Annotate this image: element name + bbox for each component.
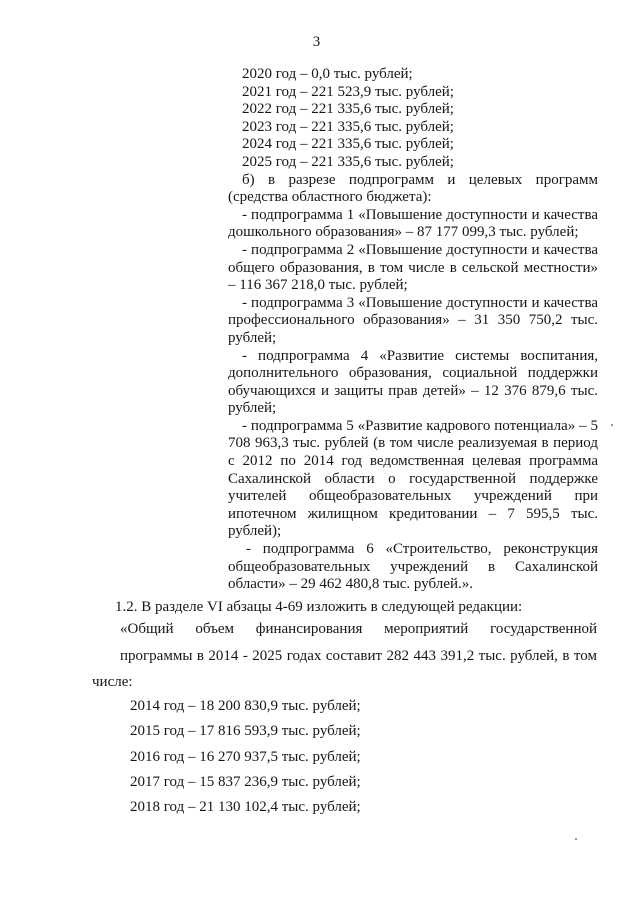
funding-years-list: [130, 694, 361, 820]
subprogram-4-paragraph: - подпрограмма 4 «Развитие системы воспитания, дополнительного образования, социальной поддержки обучающихся и защиты прав детей» – 12 376 879,6 тыс. рублей;: [228, 347, 598, 417]
subprogram-5-paragraph: - подпрограмма 5 «Развитие кадрового потенциала» – 5 708 963,3 тыс. рублей (в том числе реализуемая в период с 2012 по 2014 год ведомственная целевая программа Сахалинской области о государственной поддержке учителей общеобразовательных учреждений при ипотечном жилищном кредитовании – 7 595,5 тыс. рублей);: [228, 417, 598, 540]
intro-line: числе:: [92, 674, 133, 690]
scan-speck: [575, 838, 577, 840]
page-number: 3: [312, 34, 321, 50]
funding-year-line: 2018 год – 21 130 102,4 тыс. рублей;: [130, 799, 361, 816]
funding-year-line: 2025 год – 221 335,6 тыс. рублей;: [242, 153, 454, 170]
funding-year-line: 2016 год – 16 270 937,5 тыс. рублей;: [130, 748, 361, 765]
funding-year-line: 2017 год – 15 837 236,9 тыс. рублей;: [130, 773, 361, 790]
subprogram-3-paragraph: - подпрограмма 3 «Повышение доступности и качества профессионального образования» – 31 350 750,2 тыс. рублей;: [228, 294, 598, 346]
funding-year-line: 2014 год – 18 200 830,9 тыс. рублей;: [130, 698, 361, 714]
budget-breakdown-column: [228, 66, 598, 594]
funding-intro-paragraph: [92, 616, 597, 696]
funding-year-line: 2024 год – 221 335,6 тыс. рублей;: [242, 136, 454, 153]
funding-year-line: 2023 год – 221 335,6 тыс. рублей;: [242, 118, 454, 135]
subprogram-2-paragraph: - подпрограмма 2 «Повышение доступности и качества общего образования, в том числе в сельской местности» – 116 367 218,0 тыс. рублей;: [228, 241, 598, 294]
subsection-b-heading: б) в разрезе подпрограмм и целевых программ (средства областного бюджета):: [228, 171, 598, 206]
funding-year-line: 2021 год – 221 523,9 тыс. рублей;: [242, 83, 454, 100]
intro-line: программы в 2014 - 2025 годах составит 282 443 391,2 тыс. рублей, в том: [120, 647, 597, 664]
section-heading: 1.2. В разделе VI абзацы 4-69 изложить в следующей редакции:: [115, 599, 523, 615]
funding-year-line: 2015 год – 17 816 593,9 тыс. рублей;: [130, 723, 361, 740]
section-heading-block: [92, 599, 597, 616]
subprogram-1-paragraph: - подпрограмма 1 «Повышение доступности и качества дошкольного образования» – 87 177 099,3 тыс. рублей;: [228, 206, 598, 241]
funding-year-line: 2020 год – 0,0 тыс. рублей;: [242, 66, 413, 82]
subprogram-6-paragraph: - подпрограмма 6 «Строительство, реконструкция общеобразовательных учреждений в Сахалинской области» – 29 462 480,8 тыс. рублей.».: [228, 541, 598, 593]
intro-line: «Общий объем финансирования мероприятий государственной: [120, 621, 597, 637]
funding-year-line: 2022 год – 221 335,6 тыс. рублей;: [242, 101, 454, 118]
scan-speck: [611, 424, 613, 426]
